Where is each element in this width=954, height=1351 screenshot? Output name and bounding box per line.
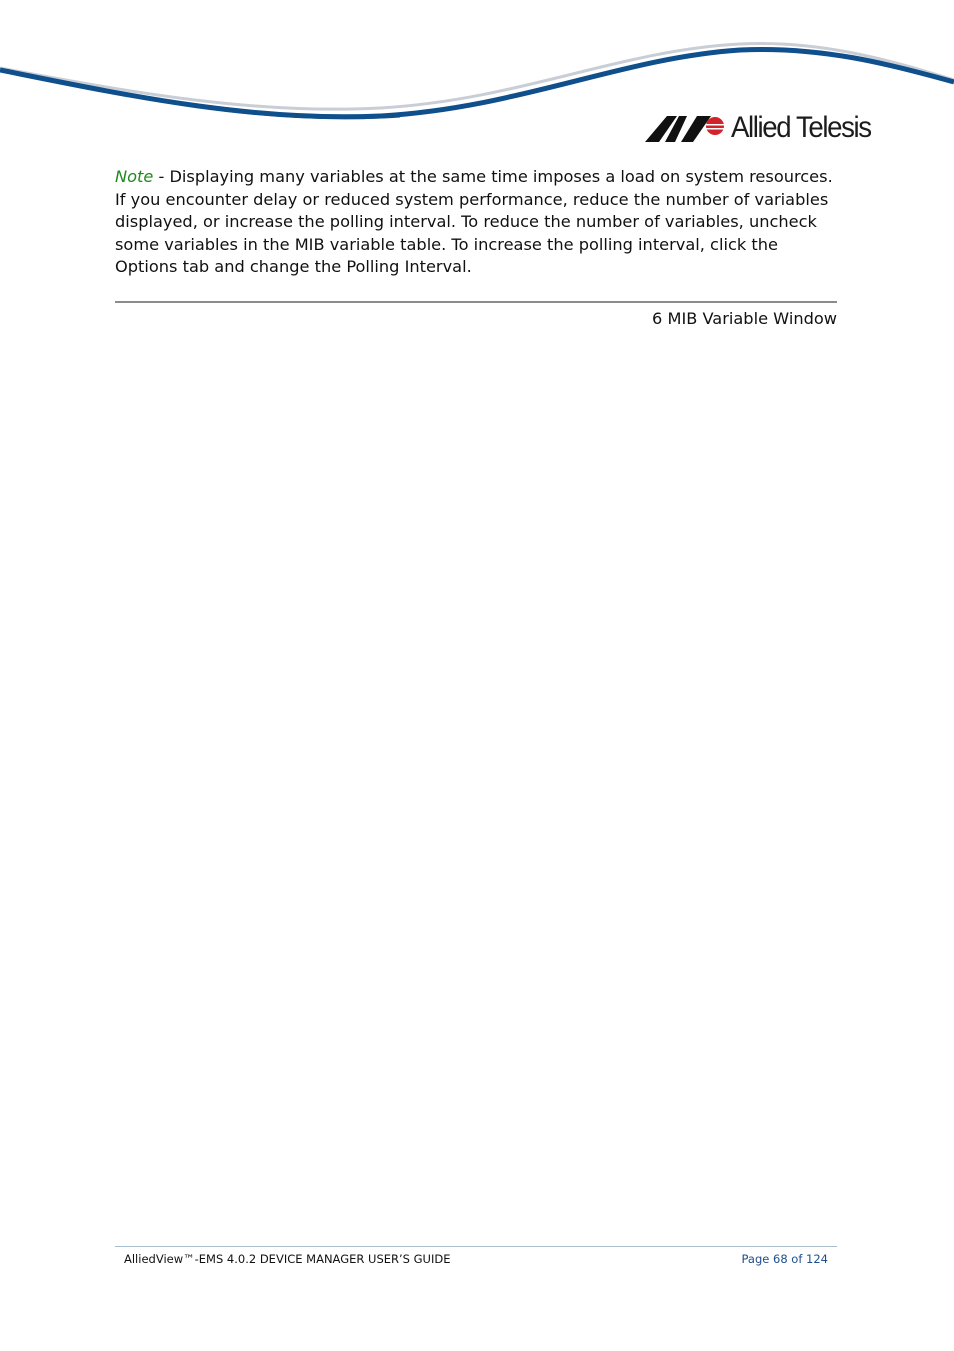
- footer-page-number: Page 68 of 124: [741, 1252, 828, 1266]
- note-paragraph: [115, 166, 839, 279]
- section-title: 6 MIB Variable Window: [652, 309, 837, 328]
- footer-guide-title: AlliedView™-EMS 4.0.2 DEVICE MANAGER USER’S GUIDE: [124, 1252, 451, 1266]
- note-body: - Displaying many variables at the same time imposes a load on system resources. If you encounter delay or reduced system performance, reduce the number of variables displayed, or increase the polling interval. To reduce the number of variables, uncheck some variables in the MIB variable table. To increase the polling interval, click the Options tab and change the Polling Interval.: [115, 167, 833, 277]
- logo-text: Allied Telesis: [731, 111, 871, 144]
- allied-telesis-logo-mark-icon: [645, 112, 727, 144]
- allied-telesis-logo: [645, 108, 883, 148]
- note-label: Note: [115, 167, 154, 187]
- footer-divider: [115, 1246, 837, 1247]
- section-divider: [115, 301, 837, 303]
